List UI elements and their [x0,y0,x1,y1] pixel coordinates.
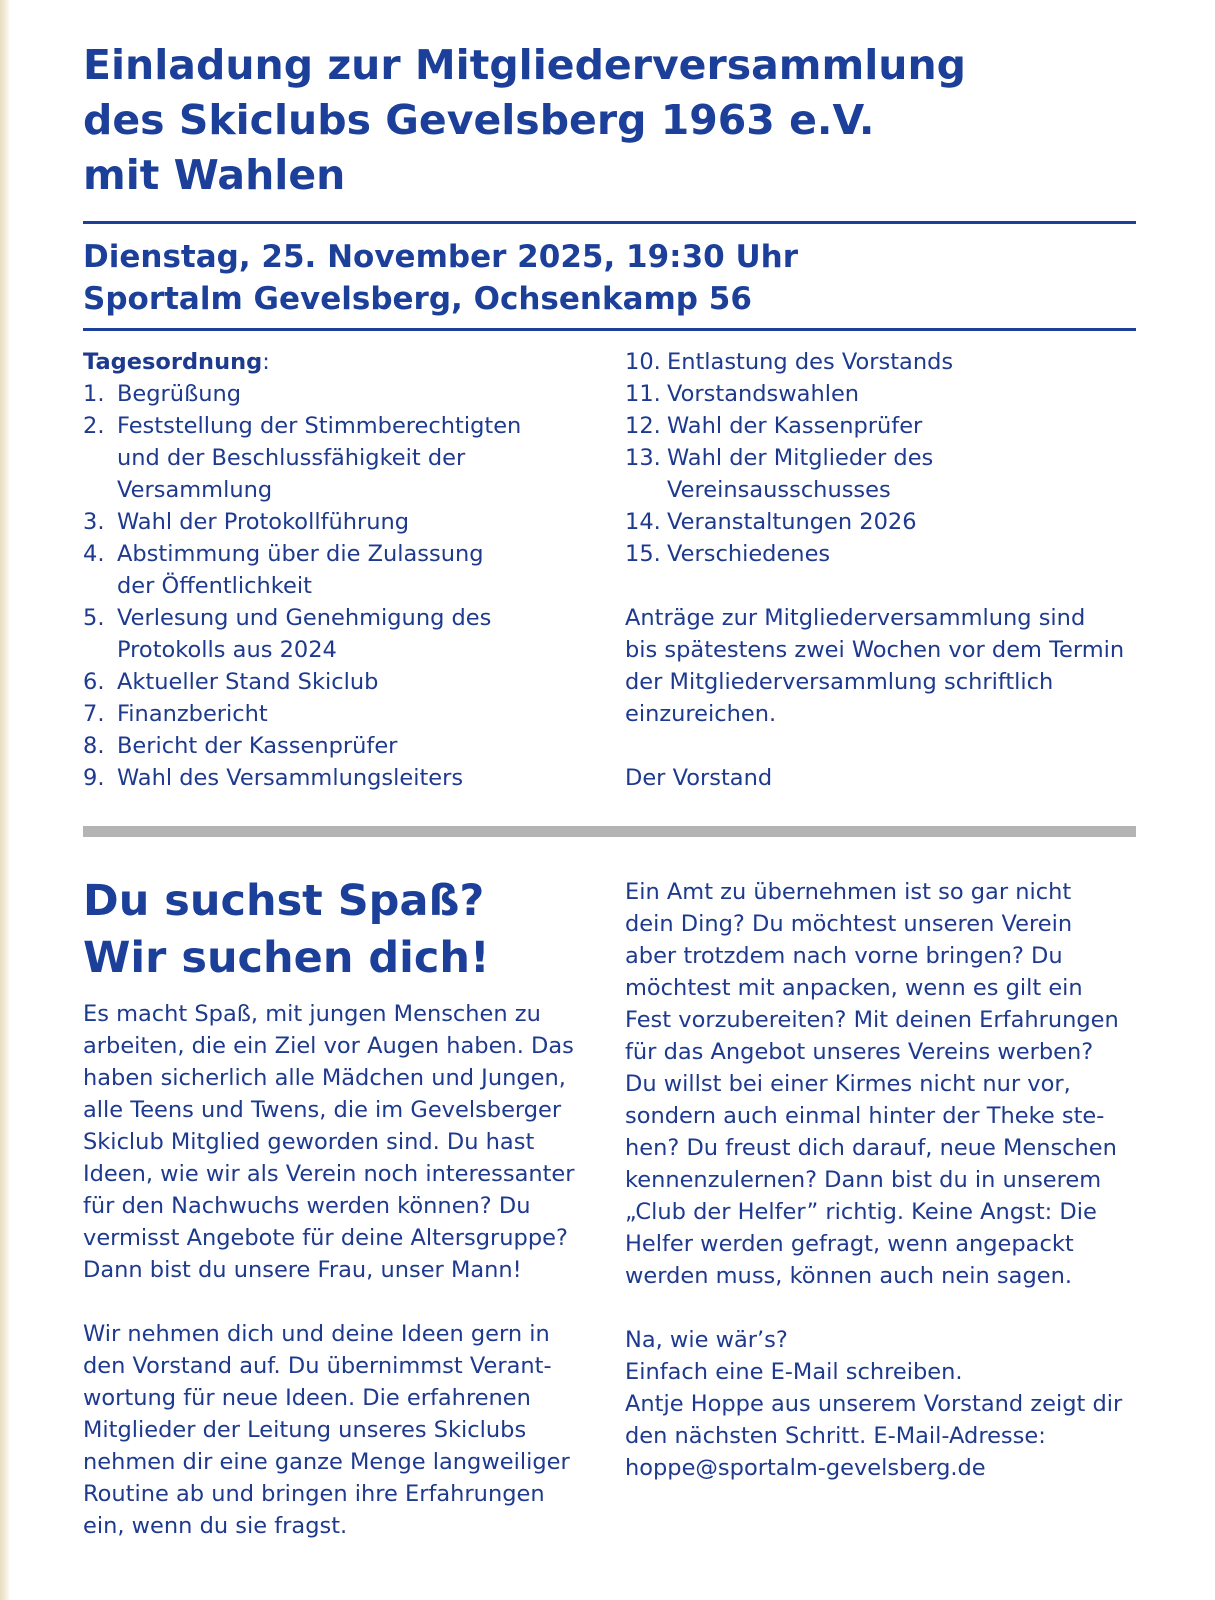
agenda-item [83,602,603,666]
recruit-heading-line: Wir suchen dich! [83,933,490,983]
title-line: Einladung zur Mitgliederversammlung [83,41,967,89]
agenda-item-line: Versammlung [117,477,273,503]
agenda-item-text [117,410,603,506]
text-line: einzureichen. [625,701,777,727]
agenda-item [625,378,1145,410]
text-line: Ideen, wie wir als Verein noch interessanter [83,1161,575,1187]
helper-paragraph [625,876,1140,1292]
agenda-item [83,506,603,538]
text-line: Fest vorzubereiten? Mit deinen Erfahrungen [625,1007,1119,1033]
text-line: möchtest mit anpacken, wenn es gilt ein [625,975,1083,1001]
agenda-heading-label: Tagesordnung [83,349,263,375]
agenda-item-number: 13. [625,445,661,471]
agenda-item-number: 10. [625,349,661,375]
divider-top [83,221,1136,224]
agenda-item-text [667,378,1145,410]
agenda-item-number: 15. [625,541,661,567]
agenda-item-line: Vereinsausschusses [667,477,891,503]
divider-bottom [83,328,1136,331]
text-line: Dann bist du unsere Frau, unser Mann! [83,1257,522,1283]
recruit-paragraph [83,1318,603,1542]
agenda-item-line: Entlastung des Vorstands [667,349,954,375]
agenda-item-text [117,378,603,410]
text-line: haben sicherlich alle Mädchen und Jungen, [83,1065,566,1091]
invitation-title [83,38,966,203]
agenda-item-number: 11. [625,381,661,407]
text-line: dein Ding? Du möchtest unseren Verein [625,911,1073,937]
meeting-details [83,236,798,320]
text-line: Mitglieder der Leitung unseres Skiclubs [83,1417,527,1443]
text-line: hen? Du freust dich darauf, neue Menschen [625,1135,1117,1161]
agenda-column-right [625,346,1145,794]
title-line: mit Wahlen [83,151,346,199]
agenda-item-number: 8. [83,733,105,759]
agenda-item-text [117,538,603,602]
agenda-item-number: 2. [83,413,105,439]
agenda-item-line: Wahl des Versammlungsleiters [117,765,464,791]
recruit-heading [83,873,490,987]
agenda-item [83,538,603,602]
text-line: aber trotzdem nach vorne bringen? Du [625,943,1063,969]
agenda-item [83,762,603,794]
text-line: bis spätestens zwei Wochen vor dem Termin [625,637,1125,663]
text-line: den Vorstand auf. Du übernimmst Verant- [83,1353,552,1379]
text-line: ein, wenn du sie fragst. [83,1513,348,1539]
text-line: Routine ab und bringen ihre Erfahrungen [83,1481,545,1507]
agenda-item-text [667,538,1145,570]
agenda-item [625,410,1145,442]
agenda-item-line: Wahl der Mitglieder des [667,445,934,471]
agenda-item-text [117,666,603,698]
agenda-item-line: Finanzbericht [117,701,268,727]
text-line: Na, wie wär’s? [625,1327,788,1353]
text-line: Helfer werden gefragt, wenn angepackt [625,1231,1074,1257]
meeting-date: Dienstag, 25. November 2025, 19:30 Uhr [83,239,799,275]
text-line: Anträge zur Mitgliederversammlung sind [625,605,1086,631]
agenda-item-text [117,698,603,730]
agenda-item-line: Verlesung und Genehmigung des [117,605,492,631]
text-line: Skiclub Mitglied geworden sind. Du hast [83,1129,535,1155]
agenda-item [83,410,603,506]
agenda-item-line: Begrüßung [117,381,242,407]
recruit-column-right [625,876,1140,1484]
text-line: sondern auch einmal hinter der Theke ste- [625,1103,1105,1129]
text-line: Antje Hoppe aus unserem Vorstand zeigt dir [625,1391,1123,1417]
agenda-item-text [117,730,603,762]
agenda-heading [83,346,603,378]
agenda-item-number: 12. [625,413,661,439]
agenda-item-line: Verschiedenes [667,541,831,567]
text-line: kennenzulernen? Dann bist du in unserem [625,1167,1102,1193]
agenda-item-text [667,442,1145,506]
agenda-item-text [667,346,1145,378]
text-line: Wir nehmen dich und deine Ideen gern in [83,1321,550,1347]
meeting-location: Sportalm Gevelsberg, Ochsenkamp 56 [83,281,752,317]
agenda-item-text [117,762,603,794]
text-line: der Mitgliederversammlung schriftlich [625,669,1054,695]
agenda-item-number: 3. [83,509,105,535]
text-line: arbeiten, die ein Ziel vor Augen haben. Das [83,1033,574,1059]
section-divider [83,826,1136,837]
agenda-item-number: 7. [83,701,105,727]
agenda-item [625,442,1145,506]
agenda-item-line: Aktueller Stand Skiclub [117,669,379,695]
text-line: nehmen dir eine ganze Menge langweiliger [83,1449,570,1475]
agenda-item-line: Bericht der Kassenprüfer [117,733,398,759]
agenda-item-line: Veranstaltungen 2026 [667,509,917,535]
agenda-item [625,538,1145,570]
text-line: Es macht Spaß, mit jungen Menschen zu [83,1001,541,1027]
title-line: des Skiclubs Gevelsberg 1963 e.V. [83,96,875,144]
agenda-item-line: und der Beschlussfähigkeit der [117,445,466,471]
agenda-item-line: der Öffentlichkeit [117,573,312,599]
agenda-item-number: 5. [83,605,105,631]
agenda-list [83,378,603,794]
agenda-item [83,698,603,730]
text-line: „Club der Helfer” richtig. Keine Angst: Die [625,1199,1097,1225]
agenda-item-line: Vorstandswahlen [667,381,860,407]
text-line: Ein Amt zu übernehmen ist so gar nicht [625,879,1072,905]
text-line: Einfach eine E-Mail schreiben. [625,1359,963,1385]
agenda-item [83,730,603,762]
recruit-column-left [83,998,603,1542]
agenda-item-text [667,506,1145,538]
text-line: für das Angebot unseres Vereins werben? [625,1039,1094,1065]
agenda-item-line: Protokolls aus 2024 [117,637,337,663]
text-line: Du willst bei einer Kirmes nicht nur vor, [625,1071,1071,1097]
agenda-item-line: Feststellung der Stimmberechtigten [117,413,522,439]
text-line: vermisst Angebote für deine Altersgruppe? [83,1225,568,1251]
text-line: werden muss, können auch nein sagen. [625,1263,1072,1289]
agenda-item-number: 14. [625,509,661,535]
agenda-item-line: Wahl der Protokollführung [117,509,410,535]
agenda-item-number: 9. [83,765,105,791]
agenda-item-number: 1. [83,381,105,407]
text-line: den nächsten Schritt. E-Mail-Adresse: [625,1423,1046,1449]
contact-paragraph [625,1324,1140,1484]
text-line: wortung für neue Ideen. Die erfahrenen [83,1385,531,1411]
agenda-item-number: 6. [83,669,105,695]
text-line: alle Teens und Twens, die im Gevelsberger [83,1097,562,1123]
agenda-item-text [117,602,603,666]
agenda-item-text [117,506,603,538]
agenda-item-line: Abstimmung über die Zulassung [117,541,484,567]
signature: Der Vorstand [625,765,773,791]
agenda-item [83,378,603,410]
agenda-item-line: Wahl der Kassenprüfer [667,413,923,439]
text-line: hoppe@sportalm-gevelsberg.de [625,1455,986,1481]
page-edge-shadow [0,0,10,1600]
agenda-heading-colon: : [262,349,270,375]
agenda-column-left [83,346,603,794]
agenda-item [625,346,1145,378]
agenda-item [625,506,1145,538]
agenda-item [83,666,603,698]
agenda-list-continued [625,346,1145,570]
text-line: für den Nachwuchs werden können? Du [83,1193,531,1219]
recruit-heading-line: Du suchst Spaß? [83,876,485,926]
motions-notice [625,602,1145,730]
recruit-paragraph [83,998,603,1286]
agenda-item-number: 4. [83,541,105,567]
agenda-item-text [667,410,1145,442]
